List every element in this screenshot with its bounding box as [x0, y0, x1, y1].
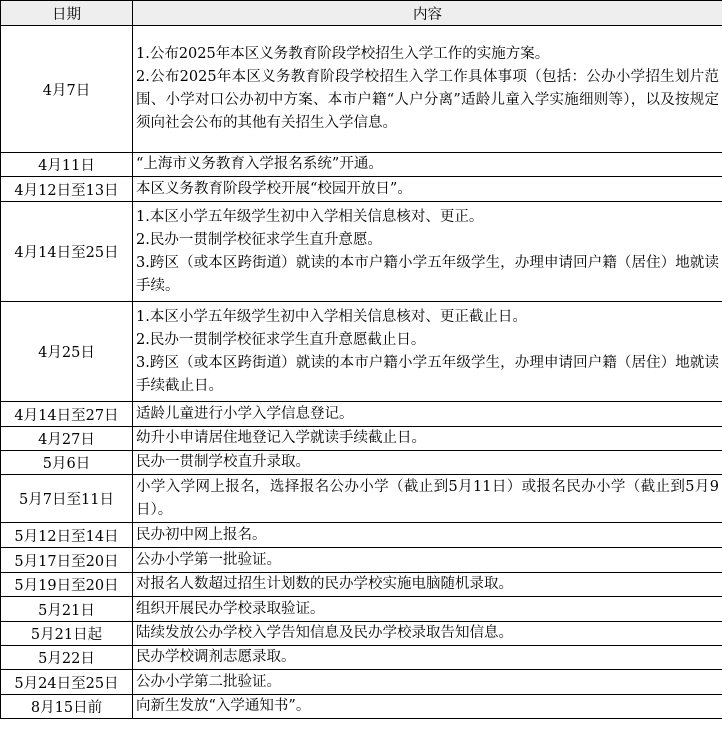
table-row — [1, 523, 722, 548]
content-line: 适龄儿童进行小学入学信息登记。 — [136, 405, 354, 422]
row-content — [133, 670, 722, 695]
table-row — [1, 26, 722, 153]
table-row — [1, 597, 722, 622]
row-date: 5月19日至20日 — [1, 573, 133, 597]
table-row — [1, 153, 722, 177]
content-line: 2.民办一贯制学校征求学生直升意愿。 — [136, 231, 382, 248]
row-content — [133, 523, 722, 548]
content-line: 2.公布2025年本区义务教育阶段学校招生入学工作具体事项（包括：公办小学招生划片范围、小学对口公办初中方案、本市户籍“人户分离”适龄儿童入学实施细则等），以及按规定须向社会公布的其他有关招生入学信息。 — [136, 69, 719, 131]
row-content — [133, 646, 722, 670]
row-content — [133, 402, 722, 427]
content-line: 对报名人数超过招生计划数的民办学校实施电脑随机录取。 — [136, 576, 513, 592]
row-content — [133, 451, 722, 475]
content-line: 民办学校调剂志愿录取。 — [136, 649, 296, 665]
row-content — [133, 597, 722, 622]
row-content — [133, 548, 722, 573]
row-content — [133, 573, 722, 597]
content-line: 1.本区小学五年级学生初中入学相关信息核对、更正截止日。 — [136, 308, 527, 325]
row-content — [133, 695, 722, 719]
row-content — [133, 427, 722, 451]
content-line: 组织开展民办学校录取验证。 — [136, 600, 325, 617]
table-row — [1, 427, 722, 451]
table-row — [1, 670, 722, 695]
row-date: 4月27日 — [1, 427, 133, 451]
row-date: 5月7日至11日 — [1, 475, 133, 523]
row-date: 4月11日 — [1, 153, 133, 177]
row-date: 8月15日前 — [1, 695, 133, 719]
row-content — [133, 202, 722, 302]
row-content — [133, 26, 722, 153]
content-line: 1.公布2025年本区义务教育阶段学校招生入学工作的实施方案。 — [136, 46, 550, 62]
row-content — [133, 475, 722, 523]
row-date: 4月14日至27日 — [1, 402, 133, 427]
table-row — [1, 573, 722, 597]
row-date: 4月12日至13日 — [1, 177, 133, 202]
row-content — [133, 153, 722, 177]
table-row — [1, 177, 722, 202]
content-line: 幼升小申请居住地登记入学就读手续截止日。 — [136, 430, 426, 446]
content-line: 民办一贯制学校直升录取。 — [136, 454, 310, 470]
schedule-rows — [1, 26, 722, 719]
table-row — [1, 548, 722, 573]
content-line: 3.跨区（或本区跨街道）就读的本市户籍小学五年级学生，办理申请回户籍（居住）地就读手续。 — [136, 254, 719, 294]
table-row — [1, 475, 722, 523]
row-date: 5月6日 — [1, 451, 133, 475]
table-row — [1, 622, 722, 646]
content-line: 公办小学第一批验证。 — [136, 551, 281, 568]
row-date: 5月12日至14日 — [1, 523, 133, 548]
content-line: 陆续发放公办学校入学告知信息及民办学校录取告知信息。 — [136, 625, 513, 641]
content-line: 民办初中网上报名。 — [136, 526, 267, 543]
header-date: 日期 — [1, 1, 133, 26]
row-date: 4月7日 — [1, 26, 133, 153]
header-content: 内容 — [133, 1, 722, 26]
content-line: 2.民办一贯制学校征求学生直升意愿截止日。 — [136, 331, 426, 348]
table-row — [1, 402, 722, 427]
table-row — [1, 695, 722, 719]
row-date: 5月21日起 — [1, 622, 133, 646]
table-row — [1, 451, 722, 475]
content-line: 公办小学第二批验证。 — [136, 673, 281, 690]
row-date: 4月25日 — [1, 302, 133, 402]
content-line: “上海市义务教育入学报名系统”开通。 — [136, 156, 383, 172]
row-date: 4月14日至25日 — [1, 202, 133, 302]
content-line: 小学入学网上报名，选择报名公办小学（截止到5月11日）或报名民办小学（截止到5月9日）。 — [136, 478, 719, 518]
content-line: 3.跨区（或本区跨街道）就读的本市户籍小学五年级学生，办理申请回户籍（居住）地就读手续截止日。 — [136, 354, 719, 394]
header-row — [1, 1, 722, 26]
content-line: 1.本区小学五年级学生初中入学相关信息核对、更正。 — [136, 208, 484, 225]
table-row — [1, 646, 722, 670]
table-row — [1, 202, 722, 302]
row-content — [133, 302, 722, 402]
content-line: 本区义务教育阶段学校开展“校园开放日”。 — [136, 180, 412, 197]
row-date: 5月22日 — [1, 646, 133, 670]
row-date: 5月21日 — [1, 597, 133, 622]
row-date: 5月17日至20日 — [1, 548, 133, 573]
row-content — [133, 177, 722, 202]
table-row — [1, 302, 722, 402]
row-content — [133, 622, 722, 646]
row-date: 5月24日至25日 — [1, 670, 133, 695]
content-line: 向新生发放“入学通知书”。 — [136, 698, 311, 714]
